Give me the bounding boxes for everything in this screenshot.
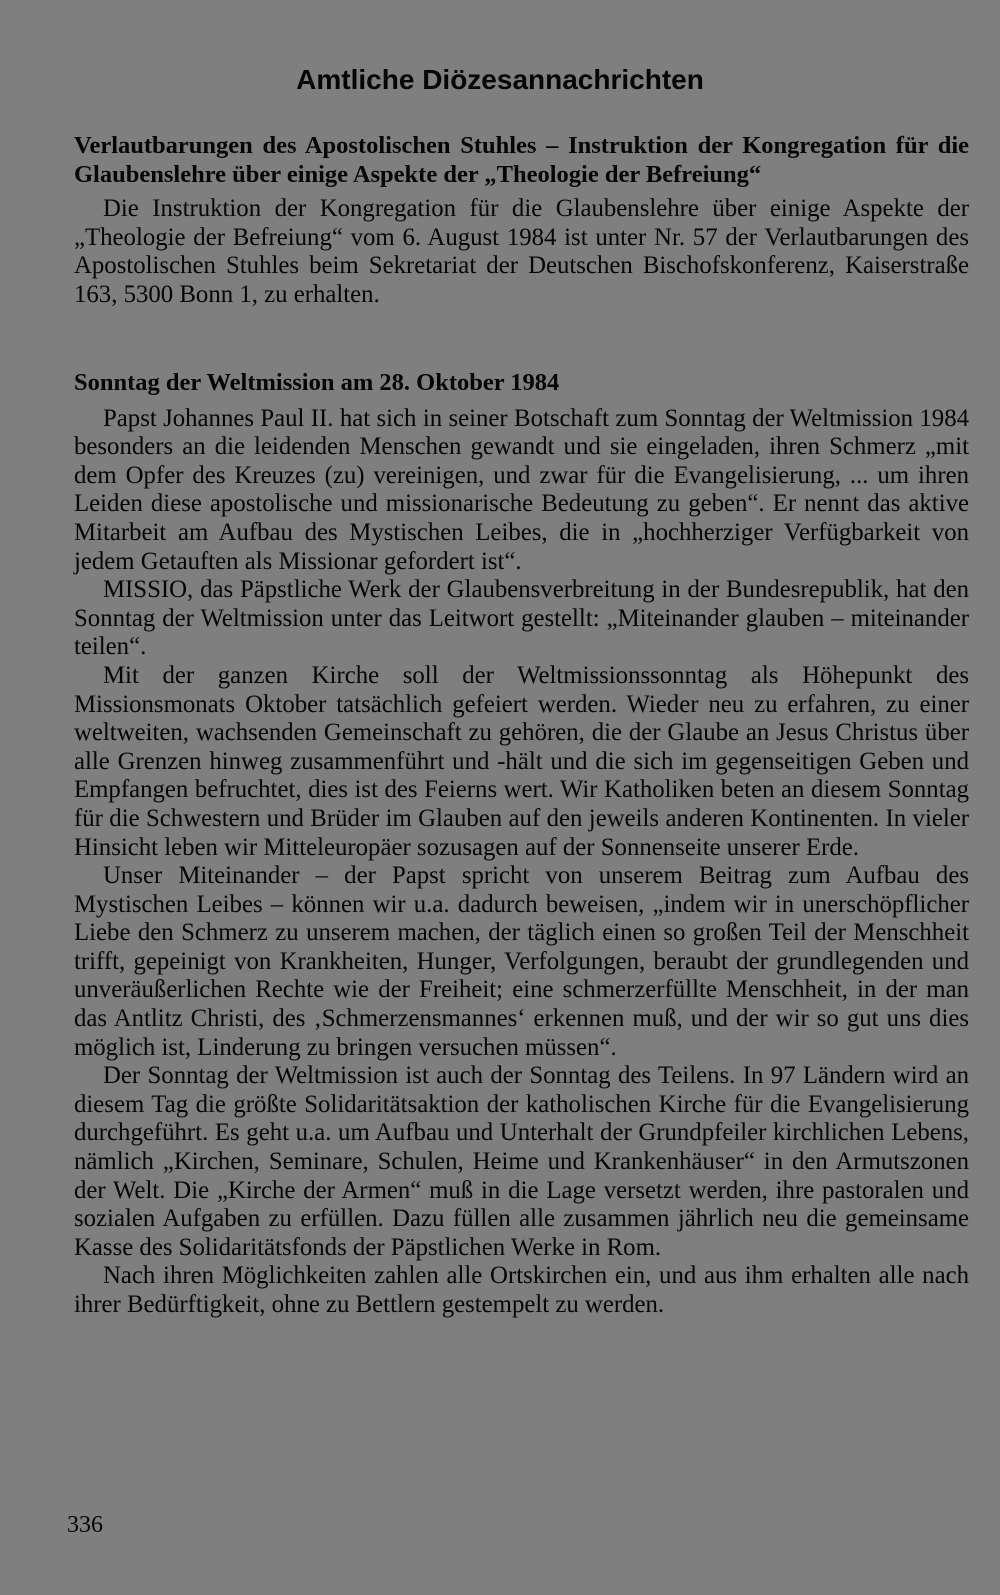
page-title: Amtliche Diözesannachrichten <box>296 64 704 95</box>
section-heading: Verlautbarungen des Apostolischen Stuhles – Instruktion der Kongregation für die Glaubenslehre über einige Aspekte der „Theologie der Befreiung“ <box>74 132 969 188</box>
paragraph: Die Instruktion der Kongregation für die Glaubenslehre über einige Aspekte der „Theologie der Befreiung“ vom 6. August 1984 ist unter Nr. 57 der Verlautbarungen des Apostolischen Stuhles beim Sekretariat der Deutschen Bischofskonferenz, Kaiserstraße 163, 5300 Bonn 1, zu erhalten. <box>74 195 969 308</box>
paragraph: Unser Miteinander – der Papst spricht von unserem Beitrag zum Aufbau des Mystischen Leibes – können wir u.a. dadurch beweisen, „indem wir in unerschöpflicher Liebe den Schmerz zu unserem machen, der täglich einen so großen Teil der Menschheit trifft, gepeinigt von Krankheiten, Hunger, Verfolgungen, beraubt der grundlegenden und unveräußerlichen Rechte wie der Freiheit; eine schmerzerfüllte Menschheit, in der man das Antlitz Christi, des ‚Schmerzensmannes‘ erkennen muß, und der wir so gut uns dies möglich ist, Linderung zu bringen versuchen müssen“. <box>74 862 969 1061</box>
section-heading: Sonntag der Weltmission am 28. Oktober 1984 <box>74 369 560 396</box>
section-sonntag-weltmission <box>74 369 969 1320</box>
paragraph: Nach ihren Möglichkeiten zahlen alle Ortskirchen ein, und aus ihm erhalten alle nach ihrer Bedürftigkeit, ohne zu Bettlern gestempelt zu werden. <box>74 1262 969 1318</box>
paragraph: MISSIO, das Päpstliche Werk der Glaubensverbreitung in der Bundesrepublik, hat den Sonntag der Weltmission unter das Leitwort gestellt: „Miteinander glauben – miteinander teilen“. <box>74 576 969 661</box>
section-verlautbarungen <box>74 132 969 310</box>
paragraph: Mit der ganzen Kirche soll der Weltmissionssonntag als Höhepunkt des Missionsmonats Oktober tatsächlich gefeiert werden. Wieder neu zu erfahren, zu einer weltweiten, wachsenden Gemeinschaft zu gehören, die der Glaube an Jesus Christus über alle Grenzen hinweg zusammenführt und -hält und die sich im gegenseitigen Geben und Empfangen befruchtet, dies ist des Feierns wert. Wir Katholiken beten an diesem Sonntag für die Schwestern und Brüder im Glauben auf den jeweils anderen Kontinenten. In vieler Hinsicht leben wir Mitteleuropäer sozusagen auf der Sonnenseite unserer Erde. <box>74 661 969 861</box>
page-number: 336 <box>67 1512 103 1538</box>
paragraph: Papst Johannes Paul II. hat sich in seiner Botschaft zum Sonntag der Weltmission 1984 besonders an die leidenden Menschen gewandt und sie eingeladen, ihren Schmerz „mit dem Opfer des Kreuzes (zu) vereinigen, und zwar für die Evangelisierung, ... um ihren Leiden diese apostolische und missionarische Bedeutung zu geben“. Er nennt das aktive Mitarbeit am Aufbau des Mystischen Leibes, die in „hochherziger Verfügbarkeit von jedem Getauften als Missionar gefordert ist“. <box>74 404 969 575</box>
paragraph: Der Sonntag der Weltmission ist auch der Sonntag des Teilens. In 97 Ländern wird an diesem Tag die größte Solidaritätsaktion der katholischen Kirche für die Evangelisierung durchgeführt. Es geht u.a. um Aufbau und Unterhalt der Grundpfeiler kirchlichen Lebens, nämlich „Kirchen, Seminare, Schulen, Heime und Krankenhäuser“ in den Armutszonen der Welt. Die „Kirche der Armen“ muß in die Lage versetzt werden, ihre pastoralen und sozialen Aufgaben zu erfüllen. Dazu füllen alle zusammen jährlich neu die gemeinsame Kasse des Solidaritätsfonds der Päpstlichen Werke in Rom. <box>74 1062 969 1261</box>
